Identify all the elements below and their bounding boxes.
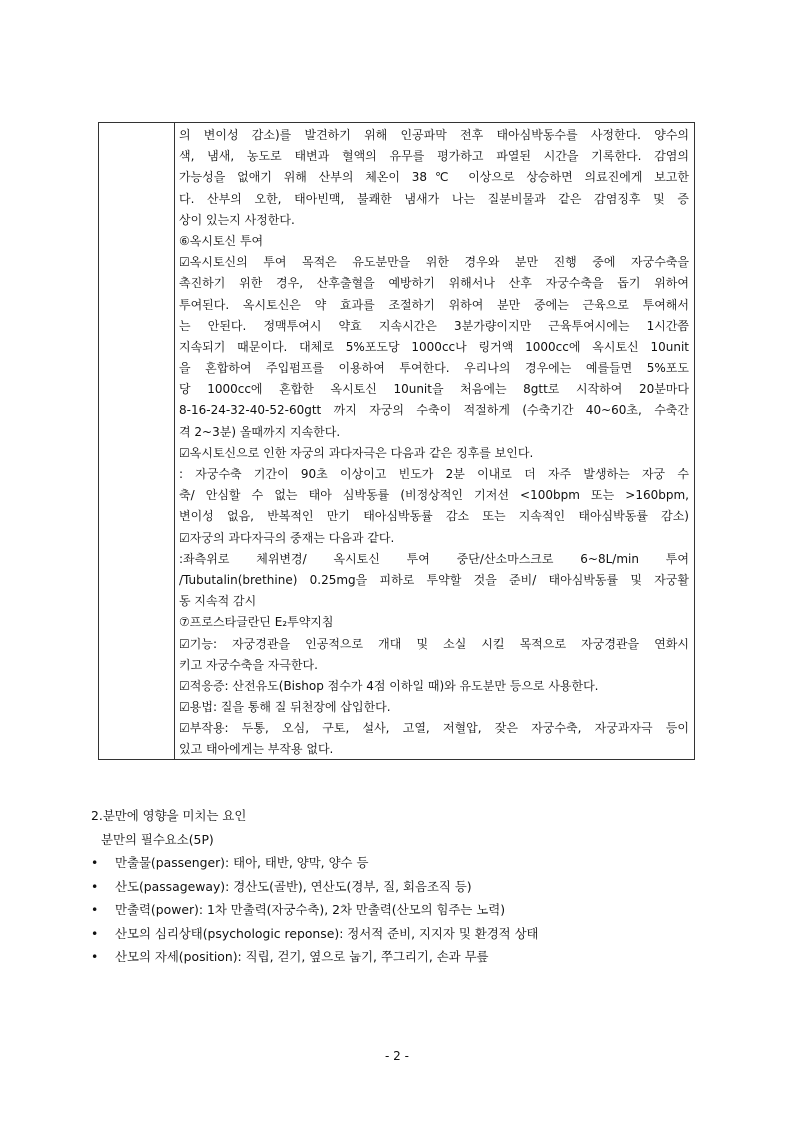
text-line: 격 2~3분) 올때까지 지속한다.	[179, 424, 341, 439]
text-line: ☑적응증: 산전유도(Bishop 점수가 4점 이하일 때)와 유도분만 등으로 사용한다.	[179, 678, 599, 693]
text-line: 촉진하기 위한 경우, 산후출혈을 예방하기 위해서나 산후 자궁수축을 돕기 위하여	[179, 276, 689, 291]
text-line: 변이성 없음, 반복적인 만기 태아심박동률 감소 또는 지속적인 태아심박동률 감소)	[179, 509, 689, 524]
factors-section	[91, 804, 731, 969]
text-line: 의 변이성 감소)를 발견하기 위해 인공파막 전후 태아심박동수를 사정한다. 양수의	[179, 128, 689, 142]
text-line: 을 혼합하여 주입펌프를 이용하여 투여한다. 우리나의 경우에는 예를들면 5%포도	[179, 361, 689, 376]
text-line: 있고 태아에게는 부작용 없다.	[179, 742, 334, 757]
subsection-title: ⑥옥시토신 투여	[179, 233, 264, 248]
text-line: 지속되기 때문이다. 대체로 5%포도당 1000cc나 링거액 1000cc에 옥시토신 10unit	[179, 339, 689, 354]
text-line: ☑용법: 질을 통해 질 뒤천장에 삽입한다.	[179, 700, 391, 715]
text-line: :좌측위로 체위변경/ 옥시토신 투여 중단/산소마스크로 6~8L/min 투여	[179, 551, 689, 566]
list-item-text: 산모의 심리상태(psychologic reponse): 정서적 준비, 지지자 및 환경적 상태	[115, 925, 539, 941]
table-left-column	[99, 123, 175, 759]
table-content-cell	[179, 125, 689, 761]
text-line: 는 안된다. 정맥투여시 약효 지속시간은 3분가량이지만 근육투여시에는 1시간쯤	[179, 318, 689, 333]
list-item-text: 만출력(power): 1차 만출력(자궁수축), 2차 만출력(산모의 힘주는 노력)	[115, 902, 506, 917]
bullet-icon: •	[91, 855, 99, 870]
list-item-text: 만출물(passenger): 태아, 태반, 양막, 양수 등	[115, 855, 369, 870]
list-item	[91, 851, 731, 875]
page-number: - 2 -	[385, 1049, 409, 1063]
text-line: /Tubutalin(brethine) 0.25mg을 피하로 투약할 것을 준비/ 태아심박동률 및 자궁활	[179, 572, 689, 587]
text-line: ☑기능: 자궁경관을 인공적으로 개대 및 소실 시킬 목적으로 자궁경관을 연화시	[179, 636, 689, 651]
list-item	[91, 898, 731, 922]
bullet-icon: •	[91, 878, 99, 894]
bullet-icon: •	[91, 925, 99, 941]
text-line: 색, 냄새, 농도로 태변과 혈액의 유무를 평가하고 파열된 시간을 기록한다. 감염의	[179, 149, 689, 164]
text-line: 다. 산부의 오한, 태아빈맥, 불쾌한 냄새가 나는 질분비물과 같은 감염징후 및 증	[179, 191, 689, 206]
list-item	[91, 945, 731, 969]
text-line: 당 1000cc에 혼합한 옥시토신 10unit을 처음에는 8gtt로 시작하여 20분마다	[179, 382, 689, 397]
text-line: 키고 자궁수축을 자극한다.	[179, 657, 318, 672]
text-line: ☑부작용: 두통, 오심, 구토, 설사, 고열, 저혈압, 잦은 자궁수축, 자궁과자극 등이	[179, 721, 689, 736]
subsection-title: ⑦프로스타글란딘 E₂투약지침	[179, 615, 334, 630]
list-item-text: 산도(passageway): 경산도(골반), 연산도(경부, 질, 회음조직 등)	[115, 878, 472, 894]
text-line: 축/ 안심할 수 없는 태아 심박동률 (비정상적인 기저선 <100bpm 또는 >160bpm,	[179, 488, 689, 503]
bullet-icon: •	[91, 902, 99, 917]
list-item	[91, 875, 731, 899]
bullet-icon: •	[91, 949, 99, 964]
list-item-text: 산모의 자세(position): 직립, 걷기, 옆으로 눕기, 쭈그리기, 손과 무릎	[115, 949, 489, 964]
section-subheading: 분만의 필수요소(5P)	[101, 831, 214, 847]
text-line: : 자궁수축 기간이 90초 이상이고 빈도가 2분 이내로 더 자주 발생하는 자궁 수	[179, 467, 689, 481]
text-line: 가능성을 없애기 위해 산부의 체온이 38℃ 이상으로 상승하면 의료진에게 보고한	[179, 170, 689, 185]
content-table	[98, 122, 695, 760]
text-line: 동 지속적 감시	[179, 594, 257, 609]
list-item	[91, 922, 731, 946]
text-line: 8-16-24-32-40-52-60gtt 까지 자궁의 수축이 적절하게 (수축기간 40~60초, 수축간	[179, 403, 689, 418]
text-line: 투여된다. 옥시토신은 약 효과를 조절하기 위하여 분만 중에는 근육으로 투여해서	[179, 297, 689, 312]
section-heading: 2.분만에 영향을 미치는 요인	[91, 808, 247, 823]
text-line: 상이 있는지 사정한다.	[179, 212, 295, 227]
text-line: ☑옥시토신으로 인한 자궁의 과다자극은 다음과 같은 징후를 보인다.	[179, 445, 534, 460]
text-line: ☑자궁의 과다자극의 중재는 다음과 같다.	[179, 530, 395, 545]
text-line: ☑옥시토신의 투여 목적은 유도분만을 위한 경우와 분만 진행 중에 자궁수축을	[179, 255, 689, 270]
